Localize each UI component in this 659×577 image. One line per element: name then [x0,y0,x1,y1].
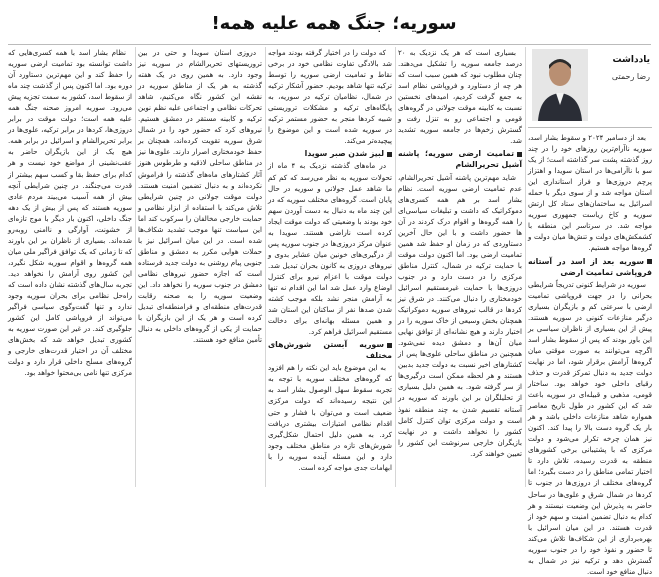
paragraph: نظام بشار اسد با همه کسری‌هایی که داشت توانسته بود تمامیت ارضی سوریه را حفظ کند و این مهم‌ترین دستاورد آن دوره بود. اما اکنون پس از گذشت چند ماه از سقوط اسد، کشور به سمت تجزیه پیش می‌رود. سوریه امروز صحنه جنگ همه علیه همه است؛ دولت موقت در برابر دروزی‌ها، کردها در برابر ترکیه، علوی‌ها در برابر تحریرالشام و اسرائیل در برابر همه. هیچ یک از این بازیگران حاضر به عقب‌نشینی از مواضع خود نیست و هر کدام برای حفظ بقا و کسب سهم بیشتر از قدرت می‌جنگند. در چنین شرایطی آنچه بیش از همه آسیب می‌بیند مردم عادی سوریه هستند که پس از بیش از یک دهه جنگ داخلی، اکنون بار دیگر با موج تازه‌ای از خشونت، آوارگی و ناامنی روبه‌رو شده‌اند. بسیاری از ناظران بر این باورند که تا زمانی که یک توافق فراگیر ملی میان همه گروه‌ها و اقوام سوریه شکل نگیرد، این کشور روی آرامش را نخواهد دید. تجربه سال‌های گذشته نشان داده است که راه‌حل نظامی برای بحران سوریه وجود ندارد و تنها گفت‌وگوی سیاسی فراگیر می‌تواند از فروپاشی کامل این کشور جلوگیری کند. در غیر این صورت سوریه به کشوری تبدیل خواهد شد که بخش‌های مختلف آن در اختیار قدرت‌های خارجی و گروه‌های مسلح داخلی قرار دارد و دولت مرکزی تنها نامی بی‌محتوا خواهد بود. [8,48,132,378]
author-box [528,47,652,128]
column-2 [398,47,522,487]
paragraph: سوریه در شرایط کنونی تدریجاً شرایطی بحرانی را در جهت فروپاشی تمامیت ارضی با سرعتی کم و بازیگران بسیاری درگیر منازعات کنونی در سوریه هستند. پیش از این بسیاری از ناظران سیاسی بر این باور بودند که پس از سقوط بشار اسد اگرچه می‌توانند به صورت موقتی میان گروه‌ها آرامش برقرار شود، اما در نهایت دولت جدید به دنبال تمرکز قدرت و حذف رقبای داخلی خود خواهد بود. ساختار قومی، مذهبی و قبیله‌ای در سوریه باعث شد که این کشور در طول تاریخ معاصر همواره شاهد منازعات داخلی باشد و هر بار یک گروه دست بالا را پیدا کند. اکنون نیز همان چرخه تکرار می‌شود و دولت مرکزی که با پشتیبانی برخی کشورهای منطقه به قدرت رسیده، تلاش دارد تا اختیار تمامی مناطق را در دست بگیرد؛ اما گروه‌های مختلف از دروزی‌ها در جنوب تا کردها در شمال شرق و علوی‌ها در ساحل حاضر به پذیرش این وضعیت نیستند و هر کدام به دنبال تضمین امنیت و سهم خود از قدرت هستند. در این میان اسرائیل با بهره‌برداری از این شکاف‌ها تلاش می‌کند تا حضور و نفوذ خود را در جنوب سوریه گسترش دهد و ترکیه نیز در شمال به دنبال منافع خود است. [528,279,652,576]
headline: سوریه؛ جنگ همه علیه همه! [211,13,457,34]
top-rule [8,44,651,45]
paragraph: بسیاری است که هر یک نزدیک به ۲۰ درصد جامعه سوریه را تشکیل می‌دهند. چنان مطلوب نبود که همین سبب است که هر چه از دستاورد و فروپاشی نظام اسد به جمع گرفت کردیم، امیدهای نخستین نسبت به کابینه موقت جولانی در گروه‌های قومی و اجتماعی رو به تنزل رفت و گسترش زخم‌ها در جامعه سوریه تشدید شد. [398,48,522,146]
bullet-square-icon [647,259,652,264]
paragraph: دروزی استان سویدا و حتی در بین تروریستهای تحریرالشام در سوریه نیز وجود دارد. به همین روی در یک هفته گذشته به هر یک از مناطق سوریه در نقشه این کشور نگاه می‌کنیم، شاهد تحرکات نظامی و اجتماعی علیه نظم نوین ترکیه و کابینه مستقر در دمشق هستیم. نیروهای کرد که حضور خود را در شمال شرق سوریه تقویت کرده‌اند، همچنان بر حفظ خودمختاری اصرار دارند. علوی‌ها نیز در مناطق ساحلی لاذقیه و طرطوس هنوز آثار کشتارهای ماه‌های گذشته را فراموش نکرده‌اند و به دنبال تضمین امنیت هستند. دولت موقت جولانی در چنین شرایطی تلاش می‌کند با استفاده از ابزار نظامی و حمایت خارجی مخالفان را سرکوب کند اما این سیاست تنها موجب تشدید شکاف‌ها شده است. در این میان اسرائیل نیز با حملات هوایی مکرر به دمشق و مناطق جنوبی پیام روشنی به دولت جدید فرستاده است که اجازه حضور نیروهای نظامی دمشق در جنوب سوریه را نخواهد داد. این وضعیت سوریه را به صحنه رقابت قدرت‌های منطقه‌ای و فرامنطقه‌ای تبدیل کرده است و هر یک از این بازیگران با حمایت از یکی از گروه‌های داخلی به دنبال تأمین منافع خود هستند. [138,48,262,345]
subheading: تمامیت ارضی سوریه؛ پاشنه آشیل تحریرالشام [398,149,522,170]
paragraph: به این موضوع باید این نکته را هم افزود که گروه‌های مختلف سوریه با توجه به تجربه سقوط سهل الوصول بشار اسد به این نتیجه رسیده‌اند که دولت مرکزی ضعیف است و می‌توان با فشار و حتی اقدام نظامی امتیازات بیشتری دریافت کرد. به همین دلیل احتمال شکل‌گیری شورش‌های تازه در مناطق مختلف وجود دارد و این مسئله آینده سوریه را با ابهامات جدی مواجه کرده است. [268,363,392,472]
paragraph: شاید مهم‌ترین پاشنه آشیل تحریرالشام، عدم تمامیت ارضی سوریه است. نظام بشار اسد بر هم همه کسری‌های دموکراتیک که داشت و تبلیغات سیاسی‌ای را همه گروه‌ها و اقوام درک کردند در آن ها حضور داشت و با این حال آخرین دستاوردی که در زمان او حفظ شد همین تمامیت ارضی بود. اما اکنون دولت موقت با حمایت ترکیه در شمال، کنترل مناطق مرکزی را در دست دارد و در جنوب دروزی‌ها با حمایت غیرمستقیم اسرائیل خودمختاری را دنبال می‌کنند. در شرق نیز کردها در قالب نیروهای سوریه دموکراتیک همچنان بخش وسیعی از خاک سوریه را در اختیار دارند و هیچ نشانه‌ای از توافق نهایی میان آن‌ها و دمشق دیده نمی‌شود. همچنین در مناطق ساحلی علوی‌ها پس از کشتارهای اخیر نسبت به دولت جدید بدبین هستند و هر لحظه ممکن است درگیری‌ها از سر گرفته شود. به همین دلیل بسیاری از تحلیلگران بر این باورند که سوریه در آستانه تقسیم شدن به چند منطقه نفوذ است و دولت مرکزی توان کنترل کامل کشور را نخواهد داشت و در نهایت بازیگران خارجی سرنوشت این کشور را تعیین خواهند کرد. [398,172,522,458]
paragraph: که دولت را در اختیار گرفته بودند مواجه شد بالادگی تفاوت نظامی خود در برخی نقاط و تمامیت ارضی سوریه را توسط ترکیه تنها شاهد بودیم. حضور آشکار ترکیه در شمال، نظامیان ترکیه در سوریه، به پایگاه‌های ترکیه و مشکلات تروریستی شبیه کردها منجر به حضور مستمر ترکیه در سوریه شده است و این موضوع را پیچیده‌تر می‌کند. [268,48,392,146]
bullet-square-icon [387,152,392,157]
subheading: سوریه آبستن شورش‌های مختلف [268,340,392,361]
author-photo [532,49,588,121]
column-1 [528,47,652,576]
column-divider [135,47,136,487]
author-portrait-icon [532,49,588,121]
column-divider [395,47,396,487]
subheading: سوریه بعد از اسد در آستانه فروپاشی تمامیت ارضی [528,256,652,277]
bullet-square-icon [387,343,392,348]
bullet-square-icon [517,152,522,157]
author-name: رضا رحمتی [611,72,650,81]
author-label: یادداشت [612,55,650,65]
paragraph: بعد از دسامبر ۲۰۲۴ و سقوط بشار اسد، سوریه ناآرام‌ترین روزهای خود را در چند روز گذشته پشت سر گذاشته است؛ از یک سو با ناآرامی‌ها در استان سویدا و اهتزاز پرچم دروزی‌ها و فراز استانداری این استان مواجه شد و از سوی دیگر با حمله اسرائیل به ساختمان‌های ستاد کل ارتش سوریه و کاخ ریاست جمهوری سوریه مواجه شد. در سرتاسر این منطقه با کشمکش‌های دولت و تنش‌ها میان دولت و گروه‌ها مواجه هستیم. [528,133,652,253]
column-divider [525,47,526,487]
column-3 [268,47,392,487]
column-5 [8,47,132,487]
subheading: لبیز شدن صبر سویدا [268,148,392,159]
column-divider [265,47,266,487]
paragraph: در ماه‌های گذشته نزدیک به ۴ ماه از تحولات سوریه به نظر می‌رسد که کم کم ما شاهد عمل جولانی و سوریه در حال پایان است. گروه‌های مختلف سوریه که در این چند ماه به دنبال به دست آوردن سهم خود بودند با وضعیتی که دولت موقت ایجاد کرده است ناراضی هستند. سویدا به عنوان مرکز دروزی‌ها در جنوب سوریه پس از درگیری‌های خونین میان عشایر بدوی و نیروهای دروزی به کانون بحران تبدیل شد. دولت موقت با اعزام نیرو برای کنترل اوضاع وارد عمل شد اما این اقدام نه تنها به آرامش منجر نشد بلکه موجب کشته شدن صدها نفر از ساکنان این استان شد و همین مسئله بهانه‌ای برای دخالت مستقیم اسرائیل فراهم کرد. [268,161,392,337]
column-4 [138,47,262,487]
